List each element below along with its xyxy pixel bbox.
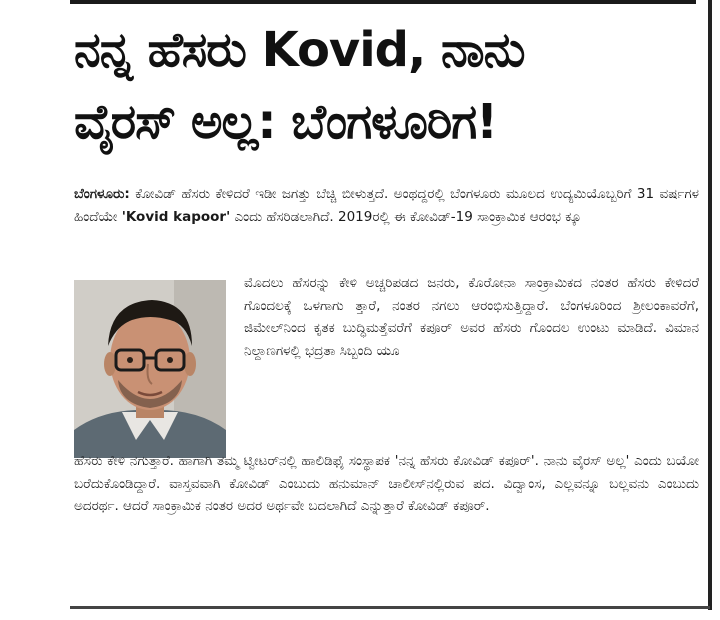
headline-line-1: ನನ್ನ ಹೆಸರು Kovid, ನಾನು <box>74 22 525 78</box>
intro-paragraph <box>74 183 699 228</box>
column-rule <box>708 0 712 610</box>
headline <box>74 14 699 158</box>
portrait-photo <box>74 280 226 458</box>
wrap-paragraph: ಮೊದಲು ಹೆಸರನ್ನು ಕೇಳಿ ಅಚ್ಚರಿಪಡದ ಜನರು, ಕೊರೋನಾ ಸಾಂಕ್ರಾಮಿಕದ ನಂತರ ಹೆಸರು ಕೇಳಿದರೆ ಗೊಂದಲಕ್ಕೆ ಒಳಗಾಗು ತ್ತಾರೆ, ನಂತರ ನಗಲು ಆರಂಭಿಸುತ್ತಿದ್ದಾರೆ. ಬೆಂಗಳೂರಿಂದ ಶ್ರೀಲಂಕಾವರೆಗೆ, ಜಿಮೇಲ್‌ನಿಂದ ಕೃತಕ ಬುದ್ಧಿಮತ್ತೆವರೆಗೆ ಕಪೂರ್ ಅವರ ಹೆಸರು ಗೊಂದಲ ಉಂಟು ಮಾಡಿದೆ. ವಿಮಾನ ನಿಲ್ದಾಣಗಳಲ್ಲಿ ಭದ್ರತಾ ಸಿಬ್ಬಂದಿ ಯೂ <box>244 275 699 359</box>
top-rule <box>70 0 696 4</box>
closing-paragraph: ಹೆಸರು ಕೇಳಿ ನಗುತ್ತಾರೆ. ಹಾಗಾಗಿ ತಮ್ಮ ಟ್ವೀಟರ್‌ನಲ್ಲಿ ಹಾಲಿಡಿಫೈ ಸಂಸ್ಥಾಪಕ 'ನನ್ನ ಹೆಸರು ಕೋವಿಡ್ ಕಪೂರ್'. ನಾನು ವೈರಸ್ ಅಲ್ಲ' ಎಂದು ಬಯೋ ಬರೆದುಕೊಂಡಿದ್ದಾರೆ. ವಾಸ್ತವವಾಗಿ ಕೋವಿಡ್ ಎಂಬುದು ಹನುಮಾನ್ ಚಾಲೀಸ್‌ನಲ್ಲಿರುವ ಪದ. ವಿದ್ವಾಂಸ, ಎಲ್ಲವನ್ನೂ ಬಲ್ಲವನು ಎಂಬುದು ಅದರರ್ಥ. ಆದರೆ ಸಾಂಕ್ರಾಮಿಕ ನಂತರ ಅದರ ಅರ್ಥವೇ ಬದಲಾಗಿದೆ ಎನ್ನುತ್ತಾರೆ ಕೋವಿಡ್ ಕಪೂರ್. <box>74 453 699 514</box>
portrait-illustration <box>74 280 226 458</box>
dateline: ಬೆಂಗಳೂರು: <box>74 186 130 202</box>
intro-text: ಕೋವಿಡ್ ಹೆಸರು ಕೇಳಿದರೆ ಇಡೀ ಜಗತ್ತು ಬೆಚ್ಚಿ ಬೀಳುತ್ತದೆ. ಅಂಥದ್ದರಲ್ಲಿ ಬೆಂಗಳೂರು ಮೂಲದ ಉದ್ಯಮಿಯೊಬ್ಬರಿಗೆ 31 ವರ್ಷಗಳ ಹಿಂದೆಯೇ <box>74 186 699 225</box>
bottom-rule <box>70 606 710 609</box>
headline-line-2: ವೈರಸ್ ಅಲ್ಲ: ಬೆಂಗಳೂರಿಗ! <box>74 94 498 150</box>
intro-text-2: ಎಂದು ಹೆಸರಿಡಲಾಗಿದೆ. 2019ರಲ್ಲಿ ಈ ಕೋವಿಡ್-19 ಸಾಂಕ್ರಾಮಿಕ ಆರಂಭ ಕ್ಕೂ <box>230 208 582 225</box>
name-highlight: 'Kovid kapoor' <box>121 208 231 225</box>
